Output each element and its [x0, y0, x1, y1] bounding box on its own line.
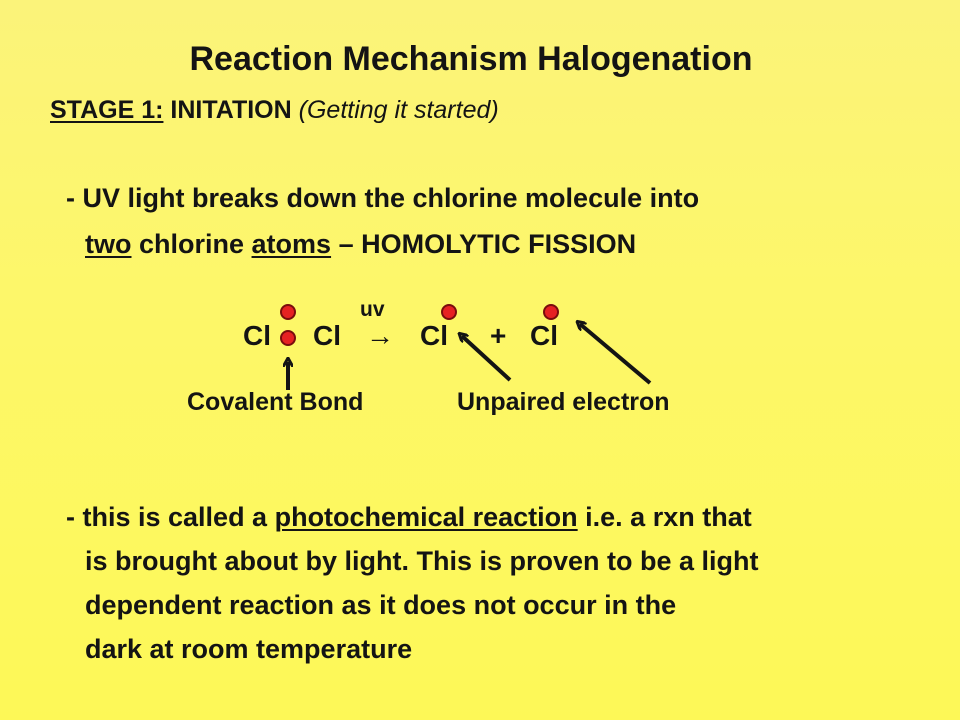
point2-suffix: i.e. a rxn that [577, 502, 752, 532]
word-atoms: atoms [251, 229, 332, 259]
point2-line2: is brought about by light. This is proven to be a light [85, 546, 759, 576]
homolytic-fission-text: – HOMOLYTIC FISSION [331, 229, 637, 259]
stage-subtitle: (Getting it started) [298, 96, 499, 124]
unpaired-electron-arrow-1 [462, 336, 510, 380]
word-two: two [85, 229, 132, 259]
point2-prefix: - this is called a [66, 502, 275, 532]
product-cl-1: Cl [420, 320, 448, 351]
unpaired-electron-label: Unpaired electron [457, 388, 670, 416]
point2-line1 [66, 502, 752, 533]
plus-sign: + [490, 320, 507, 351]
stage-name: INITATION [170, 96, 292, 124]
stage-label: STAGE 1: [50, 96, 164, 124]
reactant-cl-1: Cl [243, 320, 271, 351]
point2-line3: dependent reaction as it does not occur in the [85, 590, 677, 620]
point2-line4: dark at room temperature [85, 634, 413, 664]
word-chlorine: chlorine [131, 229, 252, 259]
product-cl-2: Cl [530, 320, 558, 351]
reaction-arrow: → [366, 320, 394, 351]
reactant-cl-2: Cl [313, 320, 341, 351]
uv-label: uv [360, 298, 385, 321]
slide-title: Reaction Mechanism Halogenation [189, 40, 753, 78]
photochemical-reaction-term: photochemical reaction [274, 502, 578, 532]
covalent-bond-label: Covalent Bond [187, 388, 364, 416]
point1-line1: - UV light breaks down the chlorine molecule into [66, 183, 700, 213]
unpaired-electron-arrow-2 [580, 324, 650, 383]
